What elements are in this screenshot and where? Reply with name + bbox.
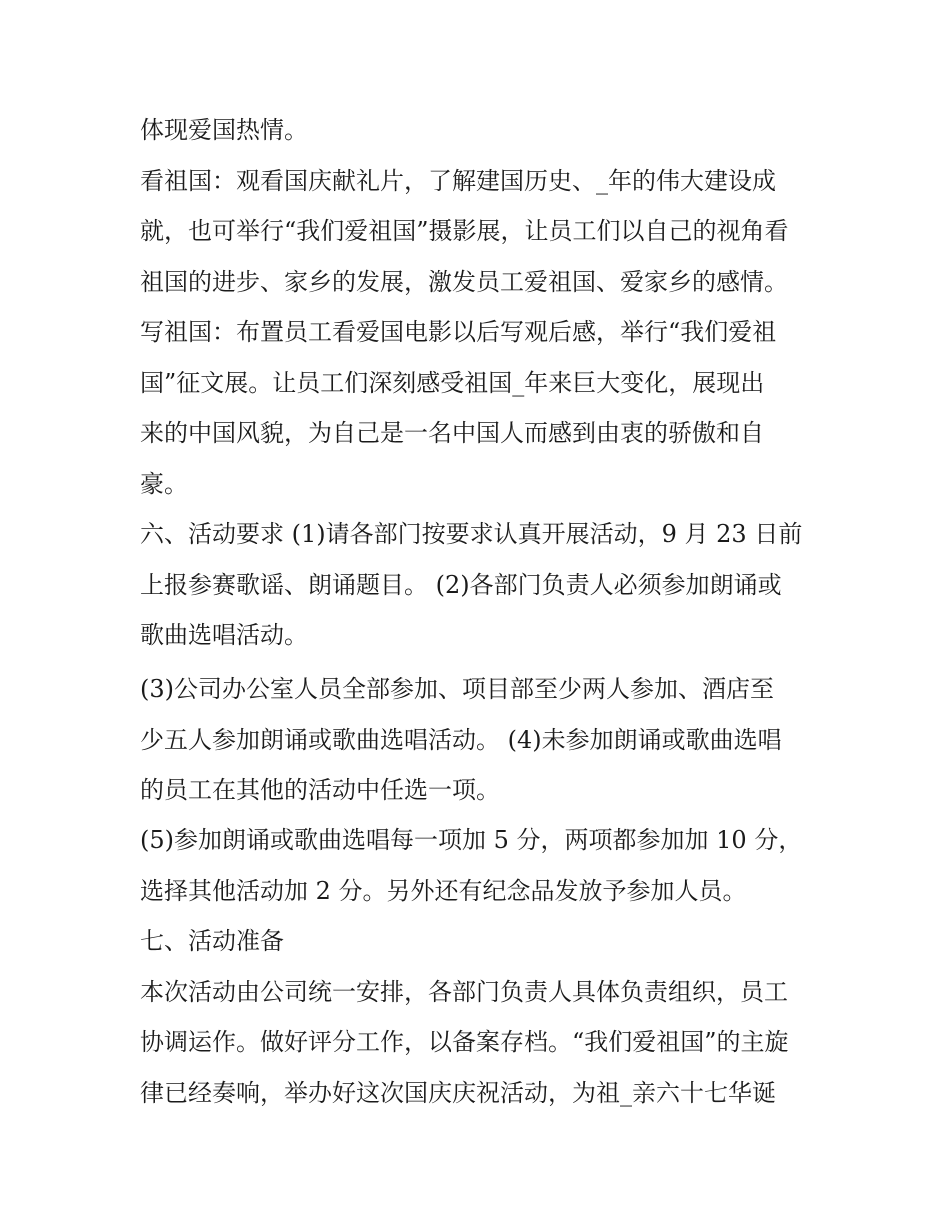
text-line: 歌曲选唱活动。 [140,621,308,649]
text-line: 选择其他活动加 2 分。另外还有纪念品发放予参加人员。 [140,877,747,905]
text-line: (5)参加朗诵或歌曲选唱每一项加 5 分，两项都参加加 10 分， [140,826,803,854]
text-line: 少五人参加朗诵或歌曲选唱活动。 (4)未参加朗诵或歌曲选唱 [140,726,782,754]
text-line: (3)公司办公室人员全部参加、项目部至少两人参加、酒店至 [140,675,774,703]
text-line: 国”征文展。让员工们深刻感受祖国_年来巨大变化，展现出 [140,369,765,397]
text-line: 写祖国：布置员工看爱国电影以后写观后感，举行“我们爱祖 [140,318,777,346]
text-line: 体现爱国热情。 [140,116,308,144]
text-line: 看祖国：观看国庆献礼片，了解建国历史、_年的伟大建设成 [140,167,776,195]
text-line: 协调运作。做好评分工作，以备案存档。“我们爱祖国”的主旋 [140,1028,789,1056]
text-line: 来的中国风貌，为自己是一名中国人而感到由衷的骄傲和自 [140,419,764,447]
text-line: 本次活动由公司统一安排，各部门负责人具体负责组织，员工 [140,978,788,1006]
text-line: 的员工在其他的活动中任选一项。 [140,776,500,804]
text-line: 上报参赛歌谣、朗诵题目。 (2)各部门负责人必须参加朗诵或 [140,571,782,599]
section-heading-requirements: 六、活动要求 (1)请各部门按要求认真开展活动，9 月 23 日前 [140,520,803,548]
section-heading-preparation: 七、活动准备 [140,927,284,955]
text-line: 祖国的进步、家乡的发展，激发员工爱祖国、爱家乡的感情。 [140,268,788,296]
text-line: 律已经奏响，举办好这次国庆庆祝活动，为祖_亲六十七华诞 [140,1079,776,1107]
text-line: 豪。 [140,470,188,498]
text-line: 就，也可举行“我们爱祖国”摄影展，让员工们以自己的视角看 [140,217,789,245]
